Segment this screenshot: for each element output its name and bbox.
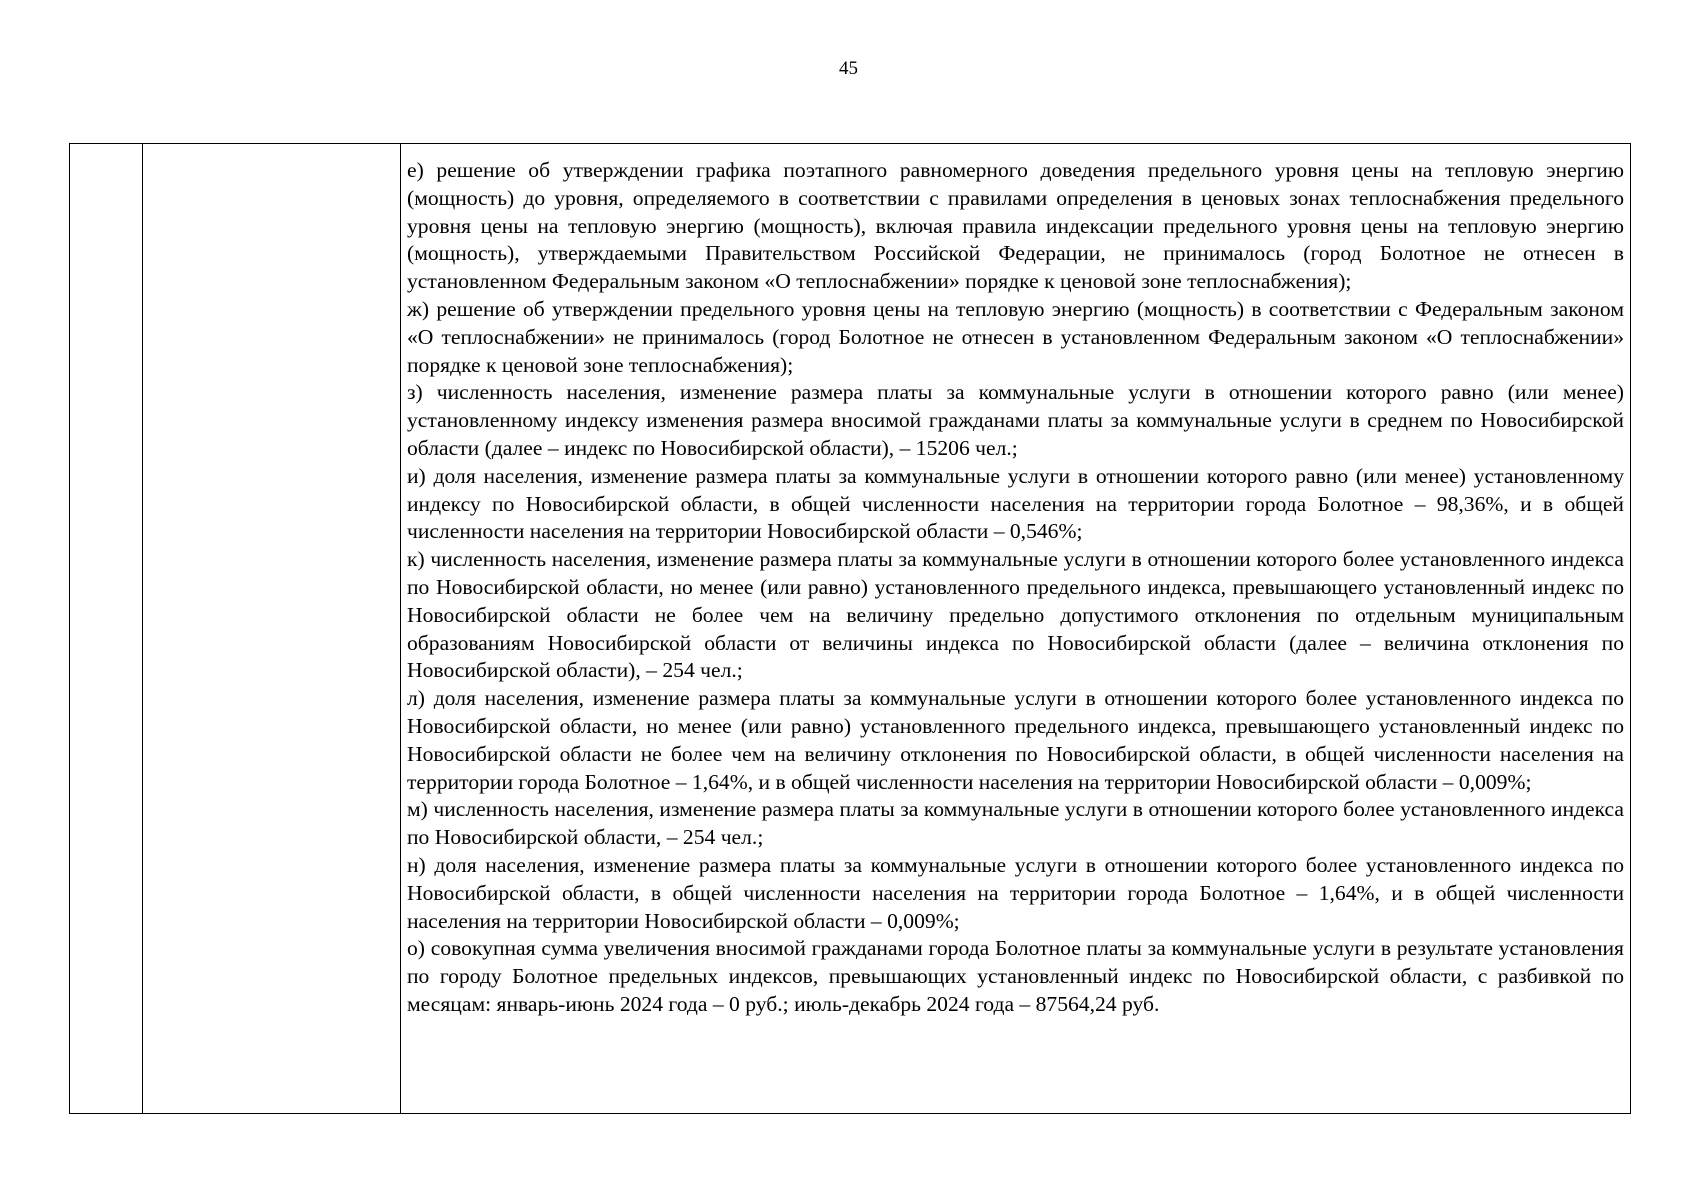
table-cell-subject (143, 144, 401, 1114)
paragraph-n: н) доля населения, изменение размера платы за коммунальные услуги в отношении которого более установленного индекса по Новосибирской области, в общей численности населения на территории города Болотное – 1,64%, и в общей численности населения на территории Новосибирской области – 0,009%; (407, 852, 1624, 933)
paragraph-z: з) численность населения, изменение размера платы за коммунальные услуги в отношении которого равно (или менее) установленному индексу изменения размера вносимой гражданами платы за коммунальные услуги в среднем по Новосибирской области (далее – индекс по Новосибирской области), – 15206 чел.; (407, 380, 1624, 460)
paragraph-zh: ж) решение об утверждении предельного уровня цены на тепловую энергию (мощность) в соответствии с Федеральным законом «О теплоснабжении» не принималось (город Болотное не отнесен в установленном Федеральным законом «О теплоснабжении» порядке к ценовой зоне теплоснабжения); (407, 296, 1624, 377)
paragraph-k: к) численность населения, изменение размера платы за коммунальные услуги в отношении которого более установленного индекса по Новосибирской области, но менее (или равно) установленного предельного индекса, превышающего установленный индекс по Новосибирской области не более чем на величину предельно допустимого отклонения по отдельным муниципальным образованиям Новосибирской области от величины индекса по Новосибирской области (далее – величина отклонения по Новосибирской области), – 254 чел.; (407, 547, 1624, 683)
paragraph-l: л) доля населения, изменение размера платы за коммунальные услуги в отношении которого более установленного индекса по Новосибирской области, но менее (или равно) установленного предельного индекса, превышающего установленный индекс по Новосибирской области не более чем на величину отклонения по Новосибирской области, в общей численности населения на территории города Болотное – 1,64%, и в общей численности населения на территории Новосибирской области – 0,009%; (407, 686, 1624, 794)
paragraph-e: е) решение об утверждении графика поэтапного равномерного доведения предельного уровня цены на тепловую энергию (мощность) до уровня, определяемого в соответствии с правилами определения в ценовых зонах теплоснабжения предельного уровня цены на тепловую энергию (мощность), включая правила индексации предельного уровня цены на тепловую энергию (мощность), утверждаемыми Правительством Российской Федерации, не принималось (город Болотное не отнесен в установленном Федеральным законом «О теплоснабжении» порядке к ценовой зоне теплоснабжения); (407, 158, 1624, 294)
table-cell-number (70, 144, 143, 1114)
paragraph-o: о) совокупная сумма увеличения вносимой гражданами города Болотное платы за коммунальные услуги в результате установления по городу Болотное предельных индексов, превышающих установленный индекс по Новосибирской области, с разбивкой по месяцам: январь-июнь 2024 года – 0 руб.; июль-декабрь 2024 года – 87564,24 руб. (407, 936, 1624, 1016)
content-block (401, 144, 1630, 1025)
paragraph-i: и) доля населения, изменение размера платы за коммунальные услуги в отношении которого равно (или менее) установленному индексу по Новосибирской области, в общей численности населения на территории города Болотное – 98,36%, и в общей численности населения на территории Новосибирской области – 0,546%; (407, 463, 1624, 544)
page-number: 45 (839, 58, 858, 79)
table-row (70, 144, 1631, 1114)
paragraph-m: м) численность населения, изменение размера платы за коммунальные услуги в отношении которого более установленного индекса по Новосибирской области, – 254 чел.; (407, 797, 1624, 850)
table-cell-content (401, 144, 1631, 1114)
document-table (69, 143, 1631, 1114)
